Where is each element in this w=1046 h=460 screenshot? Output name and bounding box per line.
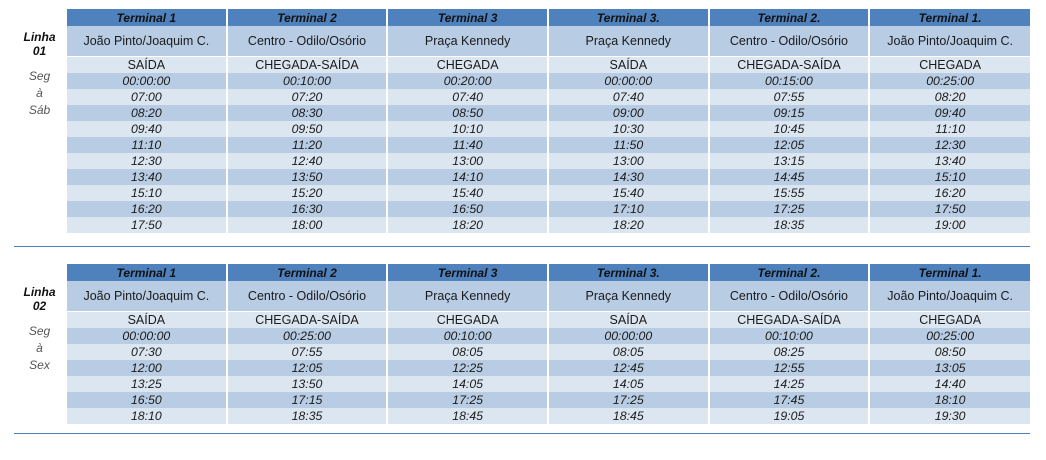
time-cell: 07:20 xyxy=(227,89,388,105)
time-cell: 08:05 xyxy=(387,344,548,360)
duration-row xyxy=(14,328,1030,344)
terminal-header: Terminal 2 xyxy=(227,264,388,281)
status-cell: CHEGADA-SAÍDA xyxy=(709,57,870,74)
status-cell: CHEGADA xyxy=(869,57,1030,74)
time-cell: 17:15 xyxy=(227,392,388,408)
time-cell: 11:50 xyxy=(548,137,709,153)
time-cell: 16:30 xyxy=(227,201,388,217)
duration-cell: 00:15:00 xyxy=(709,73,870,89)
time-cell: 12:30 xyxy=(66,153,227,169)
line-word: Linha xyxy=(23,285,56,299)
time-cell: 08:20 xyxy=(66,105,227,121)
time-cell: 18:35 xyxy=(709,217,870,233)
time-cell: 19:00 xyxy=(869,217,1030,233)
status-row xyxy=(14,57,1030,74)
time-cell: 17:25 xyxy=(548,392,709,408)
corner-cell xyxy=(14,9,66,26)
day-connector: à xyxy=(36,341,43,355)
status-cell: SAÍDA xyxy=(548,312,709,329)
line-word: Linha xyxy=(23,30,56,44)
time-cell: 17:10 xyxy=(548,201,709,217)
duration-cell: 00:00:00 xyxy=(548,73,709,89)
terminal-header-row xyxy=(14,264,1030,281)
terminal-header: Terminal 2. xyxy=(709,264,870,281)
time-cell: 12:55 xyxy=(709,360,870,376)
time-cell: 15:10 xyxy=(66,185,227,201)
time-cell: 15:20 xyxy=(227,185,388,201)
status-cell: CHEGADA xyxy=(387,57,548,74)
time-cell: 13:40 xyxy=(66,169,227,185)
time-cell: 12:00 xyxy=(66,360,227,376)
time-cell: 11:10 xyxy=(869,121,1030,137)
duration-cell: 00:20:00 xyxy=(387,73,548,89)
table-bottom-rule xyxy=(14,433,1030,434)
line-label-cell xyxy=(14,281,66,424)
duration-row xyxy=(14,73,1030,89)
status-cell: CHEGADA-SAÍDA xyxy=(227,312,388,329)
day-to: Sex xyxy=(29,358,50,372)
time-cell: 11:20 xyxy=(227,137,388,153)
place-cell: Praça Kennedy xyxy=(548,281,709,312)
schedule-block-line-02 xyxy=(14,264,1030,424)
line-number: 01 xyxy=(32,44,47,58)
time-cell: 07:30 xyxy=(66,344,227,360)
time-cell: 16:50 xyxy=(66,392,227,408)
line-label-cell xyxy=(14,26,66,233)
day-connector: à xyxy=(36,86,43,100)
place-cell: Centro - Odilo/Osório xyxy=(709,281,870,312)
time-cell: 14:05 xyxy=(387,376,548,392)
time-cell: 07:55 xyxy=(709,89,870,105)
time-row xyxy=(14,169,1030,185)
duration-cell: 00:00:00 xyxy=(66,73,227,89)
time-cell: 12:40 xyxy=(227,153,388,169)
time-cell: 14:25 xyxy=(709,376,870,392)
duration-cell: 00:25:00 xyxy=(869,73,1030,89)
time-row xyxy=(14,105,1030,121)
duration-cell: 00:10:00 xyxy=(387,328,548,344)
time-cell: 18:10 xyxy=(869,392,1030,408)
time-row xyxy=(14,153,1030,169)
time-cell: 12:05 xyxy=(709,137,870,153)
time-cell: 12:05 xyxy=(227,360,388,376)
line-title xyxy=(14,281,65,313)
terminal-header: Terminal 3. xyxy=(548,264,709,281)
time-cell: 09:40 xyxy=(66,121,227,137)
time-cell: 14:10 xyxy=(387,169,548,185)
time-cell: 14:05 xyxy=(548,376,709,392)
time-cell: 19:30 xyxy=(869,408,1030,424)
time-cell: 08:50 xyxy=(869,344,1030,360)
time-cell: 12:25 xyxy=(387,360,548,376)
time-cell: 10:10 xyxy=(387,121,548,137)
terminal-header: Terminal 1. xyxy=(869,264,1030,281)
line-number: 02 xyxy=(32,299,47,313)
time-cell: 18:35 xyxy=(227,408,388,424)
time-cell: 15:10 xyxy=(869,169,1030,185)
status-cell: SAÍDA xyxy=(66,57,227,74)
service-days xyxy=(14,323,65,374)
time-cell: 08:30 xyxy=(227,105,388,121)
time-cell: 15:40 xyxy=(548,185,709,201)
time-row xyxy=(14,408,1030,424)
time-cell: 10:30 xyxy=(548,121,709,137)
time-row xyxy=(14,137,1030,153)
duration-cell: 00:00:00 xyxy=(548,328,709,344)
schedule-table-line-01 xyxy=(14,9,1030,233)
status-cell: CHEGADA xyxy=(387,312,548,329)
terminal-header: Terminal 1 xyxy=(66,9,227,26)
time-cell: 13:25 xyxy=(66,376,227,392)
place-cell: João Pinto/Joaquim C. xyxy=(869,26,1030,57)
terminal-header: Terminal 1. xyxy=(869,9,1030,26)
time-cell: 09:15 xyxy=(709,105,870,121)
time-cell: 08:05 xyxy=(548,344,709,360)
time-cell: 08:50 xyxy=(387,105,548,121)
time-cell: 17:25 xyxy=(387,392,548,408)
schedule-table-line-02 xyxy=(14,264,1030,424)
time-cell: 17:25 xyxy=(709,201,870,217)
day-to: Sáb xyxy=(28,103,51,117)
place-row xyxy=(14,281,1030,312)
place-cell: João Pinto/Joaquim C. xyxy=(66,26,227,57)
place-cell: João Pinto/Joaquim C. xyxy=(869,281,1030,312)
time-cell: 18:20 xyxy=(387,217,548,233)
time-cell: 12:30 xyxy=(869,137,1030,153)
time-cell: 18:00 xyxy=(227,217,388,233)
status-cell: CHEGADA-SAÍDA xyxy=(709,312,870,329)
duration-cell: 00:00:00 xyxy=(66,328,227,344)
terminal-header: Terminal 3 xyxy=(387,9,548,26)
place-cell: Praça Kennedy xyxy=(387,26,548,57)
place-cell: Centro - Odilo/Osório xyxy=(227,26,388,57)
line-title xyxy=(14,26,65,58)
place-cell: João Pinto/Joaquim C. xyxy=(66,281,227,312)
status-cell: CHEGADA xyxy=(869,312,1030,329)
terminal-header: Terminal 2 xyxy=(227,9,388,26)
time-cell: 08:25 xyxy=(709,344,870,360)
time-cell: 17:50 xyxy=(869,201,1030,217)
day-from: Seg xyxy=(28,324,51,338)
time-row xyxy=(14,185,1030,201)
time-cell: 17:50 xyxy=(66,217,227,233)
duration-cell: 00:10:00 xyxy=(227,73,388,89)
schedule-block-line-01 xyxy=(14,9,1030,233)
time-cell: 07:40 xyxy=(387,89,548,105)
duration-cell: 00:10:00 xyxy=(709,328,870,344)
status-cell: SAÍDA xyxy=(66,312,227,329)
time-cell: 15:40 xyxy=(387,185,548,201)
time-cell: 14:30 xyxy=(548,169,709,185)
time-cell: 18:45 xyxy=(548,408,709,424)
time-cell: 16:50 xyxy=(387,201,548,217)
time-cell: 14:40 xyxy=(869,376,1030,392)
service-days xyxy=(14,68,65,119)
time-cell: 15:55 xyxy=(709,185,870,201)
terminal-header: Terminal 2. xyxy=(709,9,870,26)
time-row xyxy=(14,376,1030,392)
duration-cell: 00:25:00 xyxy=(227,328,388,344)
time-cell: 09:40 xyxy=(869,105,1030,121)
status-cell: CHEGADA-SAÍDA xyxy=(227,57,388,74)
time-cell: 14:45 xyxy=(709,169,870,185)
place-cell: Centro - Odilo/Osório xyxy=(709,26,870,57)
time-cell: 13:50 xyxy=(227,376,388,392)
place-cell: Praça Kennedy xyxy=(387,281,548,312)
time-cell: 07:00 xyxy=(66,89,227,105)
terminal-header: Terminal 3 xyxy=(387,264,548,281)
time-cell: 09:50 xyxy=(227,121,388,137)
terminal-header: Terminal 1 xyxy=(66,264,227,281)
corner-cell xyxy=(14,264,66,281)
duration-cell: 00:25:00 xyxy=(869,328,1030,344)
time-cell: 13:40 xyxy=(869,153,1030,169)
time-cell: 09:00 xyxy=(548,105,709,121)
time-cell: 13:00 xyxy=(548,153,709,169)
time-cell: 18:10 xyxy=(66,408,227,424)
time-cell: 16:20 xyxy=(869,185,1030,201)
time-cell: 13:00 xyxy=(387,153,548,169)
time-cell: 07:40 xyxy=(548,89,709,105)
terminal-header: Terminal 3. xyxy=(548,9,709,26)
time-cell: 13:05 xyxy=(869,360,1030,376)
terminal-header-row xyxy=(14,9,1030,26)
time-cell: 19:05 xyxy=(709,408,870,424)
time-cell: 11:10 xyxy=(66,137,227,153)
time-row xyxy=(14,89,1030,105)
time-cell: 11:40 xyxy=(387,137,548,153)
time-cell: 13:15 xyxy=(709,153,870,169)
time-cell: 10:45 xyxy=(709,121,870,137)
time-cell: 18:45 xyxy=(387,408,548,424)
place-cell: Centro - Odilo/Osório xyxy=(227,281,388,312)
time-row xyxy=(14,360,1030,376)
time-cell: 13:50 xyxy=(227,169,388,185)
status-row xyxy=(14,312,1030,329)
place-cell: Praça Kennedy xyxy=(548,26,709,57)
day-from: Seg xyxy=(28,69,51,83)
time-cell: 16:20 xyxy=(66,201,227,217)
time-row xyxy=(14,344,1030,360)
time-cell: 18:20 xyxy=(548,217,709,233)
time-cell: 12:45 xyxy=(548,360,709,376)
table-bottom-rule xyxy=(14,246,1030,247)
time-cell: 17:45 xyxy=(709,392,870,408)
place-row xyxy=(14,26,1030,57)
time-row xyxy=(14,201,1030,217)
time-row xyxy=(14,217,1030,233)
status-cell: SAÍDA xyxy=(548,57,709,74)
time-cell: 07:55 xyxy=(227,344,388,360)
time-cell: 08:20 xyxy=(869,89,1030,105)
time-row xyxy=(14,392,1030,408)
time-row xyxy=(14,121,1030,137)
